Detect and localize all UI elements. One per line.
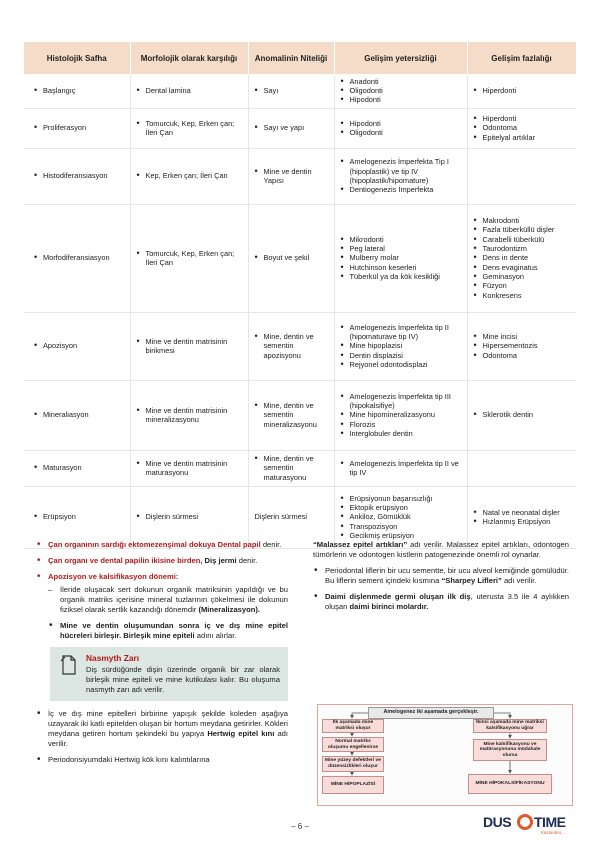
body-text: İleride oluşacak sert dokunun organik matriksinin yapıldığı ve bu organik matriks içerisine mineral tuzlarının çökelmesi ile dokunun fiziksel olarak sertlik kazandığı dönemdir: [60, 585, 288, 614]
deficiency-cell: [334, 486, 467, 548]
cell-list: [255, 332, 330, 360]
anomaly-nature-cell: [248, 148, 334, 204]
page-number: – 6 –: [291, 822, 309, 831]
section-heading: Apozisyon ve kalsifikasyon dönemi:: [48, 572, 179, 581]
cell-item: • Konkresens: [474, 291, 573, 300]
morphology-cell: [130, 204, 248, 312]
cell-item: • Sayı: [255, 86, 330, 95]
cell-item: • Mine, dentin ve sementin maturasyonu: [255, 454, 330, 482]
table-row: [24, 450, 576, 486]
morphology-cell: [130, 486, 248, 548]
cell-item: • Mine, dentin ve sementin mineralizasyonu: [255, 401, 330, 429]
term-text: “Malassez epitel artıkları”: [313, 540, 408, 549]
term-text: Diş jermi: [202, 556, 237, 565]
body-text: denir.: [260, 540, 282, 549]
term-text: Hertwig epitel kını: [207, 729, 275, 738]
diagram-box: Mine yüzey defektleri ve düzensizlikleri oluşur: [322, 756, 384, 772]
term-text: “Sharpey Lifleri”: [441, 576, 502, 585]
cell-list: [255, 454, 330, 482]
clock-icon: [517, 814, 533, 830]
cell-list: [137, 119, 244, 138]
highlight-text: Çan organının sardığı ektomezenşimal dokuya: [48, 540, 216, 549]
cell-list: [255, 167, 330, 186]
cell-list: [341, 392, 463, 438]
excess-cell: [467, 486, 576, 548]
excess-cell: [467, 380, 576, 450]
cell-item: • Oligodonti: [341, 128, 463, 137]
morphology-cell: [130, 74, 248, 108]
cell-item: • Mine ve dentin matrisinin mineralizasyonu: [137, 406, 244, 425]
diagram-box: İkinci aşamada mine matriksi kalsifikasyonu uğrar: [473, 719, 547, 733]
diagram-box: İlk aşamada mine matriksi oluşur: [322, 719, 384, 733]
cell-item: • Mine ve dentin matrisinin birikmesi: [137, 337, 244, 356]
cell-item: • Mine ve dentin matrisinin maturasyonu: [137, 459, 244, 478]
deficiency-cell: [334, 312, 467, 380]
cell-item: • Kep, Erken çan; İleri Çan: [137, 171, 244, 180]
cell-item: • Hiperdonti: [474, 114, 573, 123]
term-text: Daimi dişlenmede germi oluşan ilk diş: [325, 592, 471, 601]
body-text: , uterusta 3.5 ile 4 aylıkken oluşan: [325, 592, 569, 611]
diagram-box: Mine kalsifikasyonu ve matürasyonuna müdahale olursa: [473, 739, 547, 761]
morphology-cell: [130, 450, 248, 486]
cell-list: [474, 114, 573, 142]
cell-list: [34, 253, 126, 262]
cell-item: • Tomurcuk, Kep, Erken çan; İleri Çan: [137, 249, 244, 268]
list-item: [313, 592, 569, 612]
excess-cell: [467, 312, 576, 380]
body-text: İç ve dış mine epitelleri birbirine yapışık şekilde koleden aşağıya uzayarak iki katlı epitelden oluşan bir hortum meydana getirirler. Kökleri meydana getiren hortum şekindeki bu yapıya: [48, 709, 288, 738]
diagram-result-box: MİNE HİPOPLAZİSİ: [322, 776, 384, 794]
cell-list: [341, 119, 463, 138]
column-header: Anomalinin Niteliği: [248, 42, 334, 74]
deficiency-cell: [334, 74, 467, 108]
anomaly-nature-cell: [248, 486, 334, 548]
list-item: [313, 566, 569, 586]
anomaly-nature-cell: [248, 312, 334, 380]
body-text: adı verilir. Malassez epitel artıkları, odontogen tümörlerin ve odontogen kistlerin patogenezinde önemli rol oynarlar.: [313, 540, 569, 559]
list-item: [36, 572, 288, 582]
stage-cell: [24, 74, 130, 108]
cell-list: [341, 157, 463, 194]
cell-item: • Odontoma: [474, 123, 573, 132]
cell-list: [34, 86, 126, 95]
list-item: [36, 755, 288, 765]
cell-item: • Rejyonel odontodisplazi: [341, 360, 463, 369]
cell-item: • Fazla tüberküllü dişler: [474, 225, 573, 234]
body-text: adı verilir.: [501, 576, 537, 585]
cell-item: • Başlangıç: [34, 86, 126, 95]
cell-item: • Makrodonti: [474, 216, 573, 225]
body-text: denir.: [236, 556, 258, 565]
stage-cell: [24, 108, 130, 148]
cell-item: • Füzyon: [474, 281, 573, 290]
cell-item: • Mine ve dentin Yapısı: [255, 167, 330, 186]
cell-list: [34, 341, 126, 350]
cell-item: • Geminasyon: [474, 272, 573, 281]
anomaly-nature-cell: [248, 450, 334, 486]
cell-list: [137, 337, 244, 356]
stage-cell: [24, 450, 130, 486]
excess-cell: [467, 108, 576, 148]
cell-item: • Dens in dente: [474, 253, 573, 262]
stage-cell: [24, 204, 130, 312]
highlight-text: Çan organı ve dental papilin ikisine birden,: [48, 556, 203, 565]
cell-item: • Maturasyon: [34, 463, 126, 472]
excess-cell: [467, 450, 576, 486]
cell-list: [341, 494, 463, 540]
cell-item: • Florozis: [341, 420, 463, 429]
column-header: Histolojik Safha: [24, 42, 130, 74]
cell-item: • Dental lamina: [137, 86, 244, 95]
column-header: Gelişim fazlalığı: [467, 42, 576, 74]
cell-list: [34, 463, 126, 472]
cell-list: [341, 235, 463, 281]
document-icon: [60, 655, 76, 675]
anomaly-nature-cell: [248, 204, 334, 312]
diagram-result-box: MİNE HİPOKALSİFİKASYONU: [468, 774, 552, 794]
body-text: adını alırlar.: [194, 631, 237, 640]
info-note: [50, 647, 288, 701]
cell-item: • Erüpsiyon: [34, 512, 126, 521]
table-row: [24, 380, 576, 450]
cell-item: • Ektopik erüpsiyon: [341, 503, 463, 512]
cell-item: • Peg lateral: [341, 244, 463, 253]
cell-item: • Amelogenezis İmperfekta tip II (hipomaturave tip IV): [341, 323, 463, 342]
cell-list: [474, 86, 573, 95]
stage-cell: [24, 380, 130, 450]
cell-list: [474, 332, 573, 360]
cell-item: • Oligodonti: [341, 86, 463, 95]
cell-item: • Mineraliasyon: [34, 410, 126, 419]
anomaly-nature-cell: [248, 74, 334, 108]
table-row: [24, 486, 576, 548]
table-row: [24, 204, 576, 312]
cell-list: [474, 410, 573, 419]
term-text: Dental papil: [217, 540, 261, 549]
cell-item: • Taurodontizm: [474, 244, 573, 253]
cell-item: • Morfodiferansiasyon: [34, 253, 126, 262]
column-header: Morfolojik olarak karşılığı: [130, 42, 248, 74]
cell-item: • Mine, dentin ve sementin apozisyonu: [255, 332, 330, 360]
publisher-logo: [483, 812, 573, 838]
cell-item: • Hutchinson keserleri: [341, 263, 463, 272]
cell-item: • Proliferasyon: [34, 123, 126, 132]
note-title: Nasmyth Zarı: [86, 653, 140, 663]
logo-text: TIME: [534, 814, 566, 830]
cell-item: • Hiperdonti: [474, 86, 573, 95]
cell-item: • Tüberkül ya da kök kesikliği: [341, 272, 463, 281]
deficiency-cell: [334, 450, 467, 486]
cell-item: • Odontoma: [474, 351, 573, 360]
cell-item: • Dişlerin sürmesi: [137, 512, 244, 521]
column-header: Gelişim yetersizliği: [334, 42, 467, 74]
left-column: [36, 540, 288, 771]
cell-item: • Sayı ve yapı: [255, 123, 330, 132]
cell-item: • Dens evaginatus: [474, 263, 573, 272]
cell-item: • Erüpsiyonun başarısızlığı: [341, 494, 463, 503]
morphology-cell: [130, 312, 248, 380]
cell-list: [34, 171, 126, 180]
anomaly-nature-cell: [248, 380, 334, 450]
term-text: daimi birinci molardır.: [349, 602, 429, 611]
cell-item: • Natal ve neonatal dişler: [474, 508, 573, 517]
body-text: Periodonsiyumdaki Hertwig kök kını kalıntılarına: [48, 755, 210, 764]
body-text: Periodontal liflerin bir ucu sementte, bir ucu alveol kemiğinde gömülüdür. Bu liflerin sement içindeki kısmına: [325, 566, 569, 585]
logo-text: DUS: [483, 814, 512, 830]
cell-item: • Interglobuler dentin: [341, 429, 463, 438]
cell-item: • Hipodonti: [341, 95, 463, 104]
cell-list: [474, 508, 573, 527]
table-body: [24, 74, 576, 548]
list-item: [36, 556, 288, 566]
cell-list: [341, 459, 463, 478]
cell-list: [34, 123, 126, 132]
cell-item: • Hipodonti: [341, 119, 463, 128]
cell-item: • Gecikmiş erüpsiyon: [341, 531, 463, 540]
cell-text: Dişlerin sürmesi: [254, 512, 308, 522]
table-row: [24, 312, 576, 380]
cell-list: [255, 123, 330, 132]
anomaly-nature-cell: [248, 108, 334, 148]
cell-item: • Amelogenezis İmperfekta tip III (hipokalsifiye): [341, 392, 463, 411]
deficiency-cell: [334, 204, 467, 312]
cell-item: • Mine hipomineralizasyonu: [341, 410, 463, 419]
excess-cell: [467, 148, 576, 204]
cell-item: • Apozisyon: [34, 341, 126, 350]
cell-item: • Ankiloz, Gömüklük: [341, 512, 463, 521]
cell-item: • Histodiferansiasyon: [34, 171, 126, 180]
deficiency-cell: [334, 148, 467, 204]
cell-list: [255, 253, 330, 262]
cell-list: [137, 171, 244, 180]
cell-list: [34, 512, 126, 521]
cell-item: • Hipersementozis: [474, 341, 573, 350]
morphology-cell: [130, 148, 248, 204]
term-text: Mine ve dentin oluşumundan sonra iç ve dış mine epitel hücreleri birleşir. Birleşik mine epiteli: [60, 621, 288, 640]
paragraph: [313, 540, 569, 560]
table-row: [24, 74, 576, 108]
cell-list: [137, 459, 244, 478]
cell-list: [341, 323, 463, 369]
table-header-row: [24, 42, 576, 74]
list-item: [36, 540, 288, 550]
cell-list: [137, 249, 244, 268]
morphology-cell: [130, 380, 248, 450]
histology-table: [24, 42, 577, 549]
right-column: [313, 540, 569, 618]
cell-list: [341, 77, 463, 105]
cell-list: [255, 401, 330, 429]
list-item: [48, 621, 288, 641]
cell-list: [34, 410, 126, 419]
cell-list: [255, 86, 330, 95]
cell-item: • Dentiogenezis İmperfekta: [341, 185, 463, 194]
cell-item: • Epitelyal artıklar: [474, 133, 573, 142]
cell-item: • Tomurcuk, Kep, Erken çan; İleri Çan: [137, 119, 244, 138]
cell-item: • Transpozisyon: [341, 522, 463, 531]
term-text: (Mineralizasyon).: [198, 605, 261, 614]
morphology-cell: [130, 108, 248, 148]
diagram-box: Normal matriks oluşumu engellenirse: [322, 737, 384, 752]
cell-item: • Mine hipoplazisi: [341, 341, 463, 350]
deficiency-cell: [334, 108, 467, 148]
table-row: [24, 108, 576, 148]
cell-item: • Carabelli tüberkülü: [474, 235, 573, 244]
cell-item: • Mulberry molar: [341, 253, 463, 262]
logo-tagline: Kazandırır...: [541, 830, 565, 835]
cell-list: [474, 216, 573, 300]
cell-item: • Hızlanmış Erüpsiyon: [474, 517, 573, 526]
list-item: [36, 709, 288, 749]
stage-cell: [24, 148, 130, 204]
cell-list: [137, 512, 244, 521]
cell-item: • Boyut ve şekil: [255, 253, 330, 262]
cell-item: • Amelogenezis İmperfekta tip II ve tip IV: [341, 459, 463, 478]
deficiency-cell: [334, 380, 467, 450]
diagram-title-box: Amelogenez iki aşamada gerçekleşir.: [368, 707, 494, 719]
cell-item: • Dentin displazisi: [341, 351, 463, 360]
cell-item: • Mine incisi: [474, 332, 573, 341]
cell-list: [137, 86, 244, 95]
amelogenesis-flow-diagram: [317, 704, 573, 806]
excess-cell: [467, 204, 576, 312]
cell-item: • Anadonti: [341, 77, 463, 86]
cell-item: • Amelogenezis İmperfekta Tip I (hipoplastik) ve tip IV (hipoplastik/hipomature): [341, 157, 463, 185]
stage-cell: [24, 312, 130, 380]
body-text: adı verilir.: [48, 729, 289, 748]
note-text: Diş sürdüğünde dişin üzerinde organik bir zar olarak birleşik mine epiteli ve mine kutikulası kalır. Bu oluşuma nasmyth zarı adı verilir.: [86, 665, 280, 694]
cell-list: [137, 406, 244, 425]
excess-cell: [467, 74, 576, 108]
cell-item: • Mikrodonti: [341, 235, 463, 244]
sub-item: [48, 585, 288, 615]
cell-item: • Sklerotik dentin: [474, 410, 573, 419]
table-row: [24, 148, 576, 204]
